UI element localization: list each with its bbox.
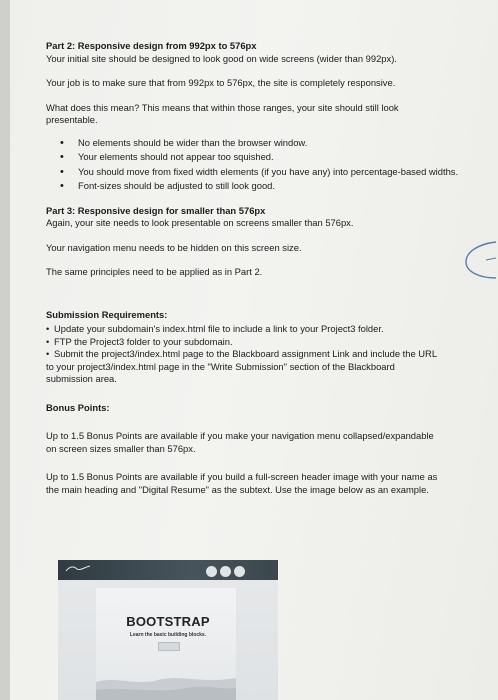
example-logo-icon bbox=[64, 564, 92, 573]
example-nav-badge-icon bbox=[234, 566, 245, 577]
bullet-dot: • bbox=[46, 323, 50, 334]
example-hero-title: BOOTSTRAP bbox=[126, 614, 210, 629]
submission-item-text: FTP the Project3 folder to your subdomain. bbox=[54, 335, 233, 347]
submission-item-text: Update your subdomain's index.html file to include a link to your Project3 folder. bbox=[54, 323, 384, 334]
example-nav-bar bbox=[58, 560, 278, 580]
document-content bbox=[46, 40, 498, 496]
bullet-dot: • bbox=[46, 335, 50, 347]
submission-item bbox=[46, 348, 498, 361]
part2-heading: Part 2: Responsive design from 992px to 576px bbox=[46, 40, 257, 51]
bullet-item: • No elements should be wider than the browser window. bbox=[78, 137, 498, 150]
example-hero-button bbox=[158, 642, 180, 651]
submission-heading: Submission Requirements: bbox=[46, 308, 168, 320]
bonus-item1-line2: on screen sizes smaller than 576px. bbox=[46, 442, 196, 454]
bonus-heading: Bonus Points: bbox=[46, 401, 110, 413]
part3-heading: Part 3: Responsive design for smaller than 576px bbox=[46, 204, 266, 216]
bonus-item1-line1: Up to 1.5 Bonus Points are available if you make your navigation menu collapsed/expandable bbox=[46, 430, 434, 441]
bonus-item2-line2: the main heading and "Digital Resume" as the subtext. Use the image below as an example. bbox=[46, 483, 429, 495]
example-hills-graphic bbox=[96, 660, 236, 700]
submission-item bbox=[46, 323, 498, 336]
part2-meaning-line1: What does this mean? This means that within those ranges, your site should still look bbox=[46, 101, 399, 113]
part2-bullet-list bbox=[46, 137, 498, 193]
part3-nav: Your navigation menu needs to be hidden on this screen size. bbox=[46, 241, 302, 253]
part3-intro: Again, your site needs to look presentable on screens smaller than 576px. bbox=[46, 217, 354, 228]
bullet-item: • You should move from fixed width elements (if you have any) into percentage-based widths. bbox=[78, 166, 478, 179]
bullet-item: • Font-sizes should be adjusted to still look good. bbox=[78, 180, 498, 193]
part2-job: Your job is to make sure that from 992px to 576px, the site is completely responsive. bbox=[46, 77, 396, 88]
part2-meaning-line2: presentable. bbox=[46, 114, 98, 125]
example-nav-badge-icon bbox=[220, 566, 231, 577]
submission-item bbox=[46, 336, 498, 349]
bonus-item2-line1: Up to 1.5 Bonus Points are available if you build a full-screen header image with your name as bbox=[46, 471, 438, 482]
example-header-image bbox=[58, 560, 278, 700]
document-page bbox=[10, 0, 498, 700]
part3-principles: The same principles need to be applied as in Part 2. bbox=[46, 266, 263, 277]
part2-intro: Your initial site should be designed to look good on wide screens (wider than 992px). bbox=[46, 52, 397, 64]
bullet-dot: • bbox=[46, 348, 50, 359]
bullet-item: • Your elements should not appear too squished. bbox=[78, 151, 498, 164]
submission-item-continued: to your project3/index.html page in the "Write Submission" section of the Blackboard bbox=[46, 360, 395, 372]
submission-list bbox=[46, 323, 498, 386]
example-hero-subtitle: Learn the basic building blocks. bbox=[129, 632, 207, 638]
submission-item-continued: submission area. bbox=[46, 373, 117, 384]
example-nav-badge-icon bbox=[206, 566, 217, 577]
pen-mark-icon bbox=[458, 238, 498, 282]
submission-item-text: Submit the project3/index.html page to the Blackboard assignment Link and include the URL bbox=[54, 348, 438, 359]
